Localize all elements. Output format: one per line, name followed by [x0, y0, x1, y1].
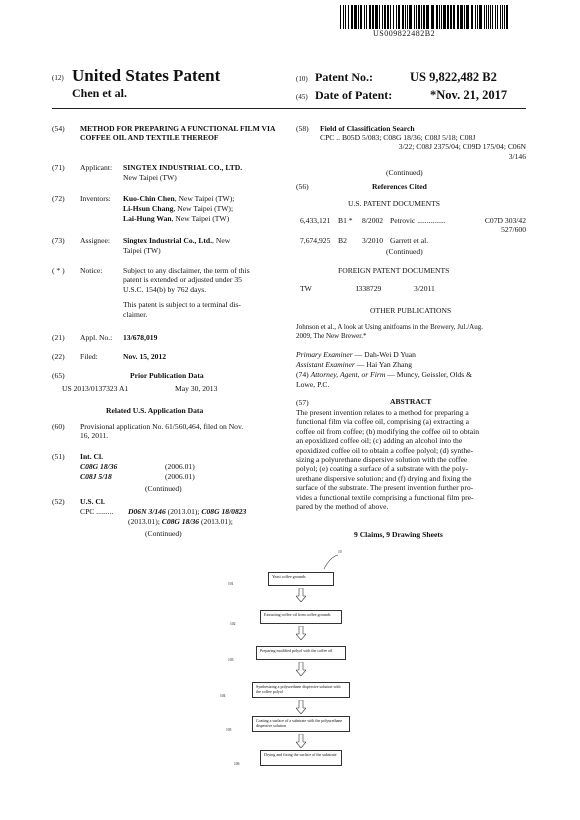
int-cl-class: C08G 18/36 [80, 462, 118, 471]
other-pub-line: 2009, The New Brewer.* [296, 332, 367, 341]
down-arrow-icon [296, 734, 306, 748]
barcode-bar [447, 5, 449, 29]
cpc-text: (2013.01); [199, 517, 233, 526]
barcode-bar [426, 5, 429, 29]
step-box: Synthesizing a polyurethane dispersive solution with the coffee polyol [252, 682, 350, 698]
field-72-code: (72) [52, 194, 65, 203]
field-54-code: (54) [52, 124, 65, 133]
barcode-bar [387, 5, 389, 29]
barcode-bar [441, 5, 442, 29]
barcode-bar [502, 5, 503, 29]
reference-row [300, 236, 526, 246]
inventor-location: , New Taipei (TW) [171, 214, 230, 223]
barcode-bar [360, 5, 362, 29]
ref-number: 7,674,925 [300, 236, 331, 245]
field-60-code: (60) [52, 422, 65, 431]
inventor-name: Lai-Hung Wan [123, 214, 172, 223]
int-cl-version: (2006.01) [165, 472, 195, 481]
barcode-bar [390, 5, 391, 29]
barcode-bar [460, 5, 463, 29]
primary-examiner-name: — Dah-Wei D Yuan [352, 350, 416, 359]
prior-pub-date: May 30, 2013 [175, 384, 218, 393]
claims-summary: 9 Claims, 9 Drawing Sheets [354, 530, 443, 539]
ref-date: 3/2010 [362, 236, 384, 245]
step-box: Yeast coffee grounds [268, 572, 334, 586]
barcode-bar [369, 5, 371, 29]
inventor-line [123, 204, 233, 213]
field-58-code: (58) [296, 124, 309, 133]
applicant-label: Applicant: [80, 163, 113, 172]
notice-label: Notice: [80, 266, 103, 275]
barcode-bar [402, 5, 404, 29]
int-cl-continued: (Continued) [145, 484, 182, 493]
abstract-line: functional film via coffee oil, comprising (a) extracting a [296, 417, 469, 427]
provisional-line: Provisional application No. 61/560,464, filed on Nov. [80, 422, 244, 431]
field-51-code: (51) [52, 452, 65, 461]
int-cl-label: Int. Cl. [80, 452, 103, 461]
ref-name: Garrett et al. [390, 236, 429, 245]
assignee-line [123, 236, 230, 245]
inventor-short: Chen et al. [72, 86, 127, 100]
barcode-bar [372, 5, 374, 29]
ref-date: 8/2002 [362, 216, 384, 225]
field-search-line: CPC .. B05D 5/083; C08G 18/36; C08J 5/18; C08J [320, 133, 476, 142]
barcode-bar [484, 5, 485, 29]
step-tag: 104 [220, 694, 226, 698]
abstract-code: (57) [296, 398, 309, 407]
filed-label: Filed: [80, 352, 98, 361]
field-search-label: Field of Classification Search [320, 124, 415, 133]
assignee-label: Assignee: [80, 236, 110, 245]
down-arrow-icon [296, 662, 306, 676]
field-21-code: (21) [52, 333, 65, 342]
patent-number: US 9,822,482 B2 [410, 70, 497, 84]
abstract-line: pared by the method of above. [296, 502, 389, 512]
barcode-bar [414, 5, 415, 29]
other-pubs [296, 323, 483, 342]
assignee-rest: , New [212, 236, 231, 245]
barcode-number: US009822482B2 [373, 29, 436, 38]
field-73-code: (73) [52, 236, 65, 245]
related-heading: Related U.S. Application Data [106, 406, 204, 415]
attorney-label: Attorney, Agent, or Firm [310, 370, 386, 379]
date-code: (45) [296, 93, 308, 101]
abstract-line: coffee oil from coffee; (b) modifying the coffee oil to obtain [296, 426, 480, 436]
step-box: Drying and fixing the surface of the substrate [260, 750, 342, 766]
notice-line: U.S.C. 154(b) by 762 days. [123, 284, 207, 294]
notice-line: This patent is subject to a terminal dis- [123, 300, 241, 310]
provisional-line: 16, 2011. [80, 431, 109, 441]
abstract-line: urethane dispersive solution; and (f) drying and fixing the [296, 473, 472, 483]
barcode-bar [486, 5, 487, 29]
barcode-bar [490, 5, 491, 29]
inventor-line [123, 194, 234, 203]
us-cl-label: U.S. Cl. [80, 497, 105, 506]
step-box: Extracting coffee oil from coffee grounds [260, 610, 342, 624]
foreign-country: TW [300, 284, 312, 293]
flowchart-ref: 10 [338, 550, 342, 554]
step-box: Preparing modified polyol with the coffee oil [256, 646, 346, 660]
header-rule [52, 108, 526, 109]
barcode-bar [421, 5, 422, 29]
ref-class-2: 527/600 [501, 225, 526, 234]
barcode-bar [450, 5, 452, 29]
barcode-bar [439, 5, 440, 29]
abstract-line: vides a functional textile comprising a functional film pre- [296, 492, 474, 502]
abstract-line: surface of the substrate. The present invention further pro- [296, 483, 474, 493]
provisional-app [80, 422, 243, 441]
step-tag: 103 [228, 658, 234, 662]
field-search-lines [320, 133, 526, 161]
notice-code: ( * ) [52, 266, 65, 275]
barcode-bar [416, 5, 417, 29]
cpc-label: CPC ......... [80, 507, 114, 516]
barcode-bar [396, 5, 397, 29]
barcode-bar [364, 5, 365, 29]
assignee-name: Singtex Industrial Co., Ltd. [123, 236, 213, 245]
barcode-bar [436, 5, 438, 29]
barcode-bar [340, 5, 341, 29]
barcode-bar [354, 5, 357, 29]
barcode-bar [379, 5, 380, 29]
field-search-continued: (Continued) [386, 168, 423, 177]
cpc-line-2 [128, 517, 233, 526]
prior-pub-number: US 2013/0137323 A1 [62, 384, 129, 393]
foreign-number: I338729 [356, 284, 382, 293]
barcode-bar [500, 5, 501, 29]
patent-title: United States Patent [72, 66, 221, 85]
barcode-bar [495, 5, 496, 29]
barcode-bar [358, 5, 359, 29]
ref-leader [320, 553, 340, 573]
barcode-bar [409, 5, 412, 29]
field-56-code: (56) [296, 182, 309, 191]
barcode-bar [351, 5, 353, 29]
abstract-line: polyol; (e) coating a surface of a substrate with the poly- [296, 464, 469, 474]
abstract-text [296, 408, 526, 511]
field-71-code: (71) [52, 163, 65, 172]
cpc-class: D06N 3/146 [128, 507, 166, 516]
step-box: Coating a surface of a substrate with the polyurethane dispersive solution [252, 716, 350, 732]
assistant-examiner-label: Assistant Examiner [296, 360, 355, 369]
abstract-line: an epoxidized coffee oil; (c) adding an alcohol into the [296, 436, 463, 446]
barcode-bar [477, 5, 478, 29]
int-cl-version: (2006.01) [165, 462, 195, 471]
ref-class: C07D 303/42 [484, 216, 526, 225]
field-22-code: (22) [52, 352, 65, 361]
abstract-heading: ABSTRACT [390, 397, 432, 406]
patent-no-code: (10) [296, 75, 308, 83]
attorney-line-2: Lowe, P.C. [296, 380, 330, 389]
barcode-bar [423, 5, 425, 29]
barcode-bar [345, 5, 346, 29]
patent-no-label: Patent No.: [315, 70, 373, 84]
appl-no-label: Appl. No.: [80, 333, 113, 342]
barcode-bar [405, 5, 406, 29]
barcode-bar [506, 5, 508, 29]
barcode-bar [488, 5, 489, 29]
field-65-code: (65) [52, 371, 65, 380]
assistant-examiner [296, 360, 412, 369]
assistant-examiner-name: — Hai Yan Zhang [354, 360, 413, 369]
step-tag: 105 [226, 728, 232, 732]
barcode-bar [343, 5, 344, 29]
references-heading: References Cited [372, 182, 427, 191]
appl-no: 13/678,019 [123, 333, 158, 342]
cpc-class: C08G 18/36 [161, 517, 200, 526]
cpc-line-1 [128, 507, 246, 516]
barcode-bar [384, 5, 386, 29]
barcode-bar [393, 5, 394, 29]
primary-examiner-label: Primary Examiner [296, 350, 353, 359]
cpc-class: C08G 18/0823 [201, 507, 247, 516]
attorney-name: — Muncy, Geissler, Olds & [385, 370, 473, 379]
attorney [296, 370, 472, 379]
notice-line: claimer. [123, 309, 148, 319]
us-docs-heading: U.S. PATENT DOCUMENTS [348, 199, 440, 208]
ref-kind: B2 [338, 236, 347, 245]
doc-type-code: (12) [52, 74, 64, 82]
barcode-bar [492, 5, 493, 29]
barcode [340, 5, 510, 29]
ref-name: Petrovic ............... [390, 216, 446, 225]
barcode-bar [431, 5, 434, 29]
barcode-bar [418, 5, 420, 29]
step-tag: 101 [228, 582, 234, 586]
us-docs-continued: (Continued) [386, 247, 423, 256]
down-arrow-icon [296, 626, 306, 640]
notice-line: Subject to any disclaimer, the term of this [123, 266, 250, 275]
barcode-bar [497, 5, 498, 29]
other-pubs-heading: OTHER PUBLICATIONS [370, 306, 452, 315]
int-cl-class: C08J 5/18 [80, 472, 112, 481]
inventor-location: , New Taipei (TW); [174, 194, 235, 203]
prior-pub-heading: Prior Publication Data [130, 371, 204, 380]
barcode-bar [471, 5, 473, 29]
abstract-line: epoxidized coffee oil to obtain a coffee polyol; (d) synthe- [296, 445, 474, 455]
barcode-bar [479, 5, 482, 29]
abstract-line: sizing a polyurethane dispersive solution with the coffee [296, 455, 468, 465]
notice-text [123, 266, 283, 319]
barcode-bar [466, 5, 469, 29]
abstract-line: The present invention relates to a method for preparing a [296, 408, 469, 417]
inventor-location: , New Taipei (TW); [173, 204, 234, 213]
assignee-city: Taipei (TW) [123, 246, 161, 255]
field-search-line: 3/22; C08J 2375/04; C09D 175/04; C06N [398, 142, 526, 152]
step-tag: 106 [234, 762, 240, 766]
field-search-line: 3/146 [508, 151, 526, 161]
date-label: Date of Patent: [315, 88, 393, 102]
primary-examiner [296, 350, 416, 359]
barcode-bar [382, 5, 383, 29]
filed-date: Nov. 15, 2012 [123, 352, 167, 361]
inventor-name: Li-Hsun Chang [123, 204, 174, 213]
flowchart [220, 548, 360, 776]
cpc-text: (2013.01); [128, 517, 162, 526]
foreign-heading: FOREIGN PATENT DOCUMENTS [338, 266, 450, 275]
applicant-city: New Taipei (TW) [123, 173, 177, 182]
barcode-bar [366, 5, 367, 29]
ref-number: 6,433,121 [300, 216, 331, 225]
patent-date: *Nov. 21, 2017 [430, 88, 508, 102]
down-arrow-icon [296, 700, 306, 714]
inventor-line [123, 214, 229, 223]
other-pub-line: Johnson et al., A look at Using anitfoams in the Brewery, Jul./Aug. [296, 323, 483, 331]
invention-title: METHOD FOR PREPARING A FUNCTIONAL FILM VIA COFFEE OIL AND TEXTILE THEREOF [80, 124, 276, 143]
inventor-name: Kuo-Chin Chen [123, 194, 175, 203]
cpc-text: (2013.01); [165, 507, 202, 516]
inventors-label: Inventors: [80, 194, 111, 203]
applicant-name: SINGTEX INDUSTRIAL CO., LTD. [123, 163, 243, 172]
notice-line: patent is extended or adjusted under 35 [123, 275, 242, 285]
barcode-bar [475, 5, 476, 29]
us-cl-continued: (Continued) [145, 529, 182, 538]
reference-row [300, 216, 526, 236]
barcode-bar [375, 5, 378, 29]
barcode-bar [398, 5, 400, 29]
attorney-code: (74) [296, 370, 309, 379]
down-arrow-icon [296, 588, 306, 602]
barcode-bar [453, 5, 455, 29]
foreign-date: 3/2011 [414, 284, 435, 293]
barcode-bar [457, 5, 459, 29]
field-52-code: (52) [52, 497, 65, 506]
barcode-bar [443, 5, 446, 29]
barcode-bar [464, 5, 465, 29]
barcode-bar [348, 5, 349, 29]
barcode-bar [407, 5, 408, 29]
barcode-bar [504, 5, 505, 29]
step-tag: 102 [230, 622, 236, 626]
ref-kind: B1 * [338, 216, 353, 225]
